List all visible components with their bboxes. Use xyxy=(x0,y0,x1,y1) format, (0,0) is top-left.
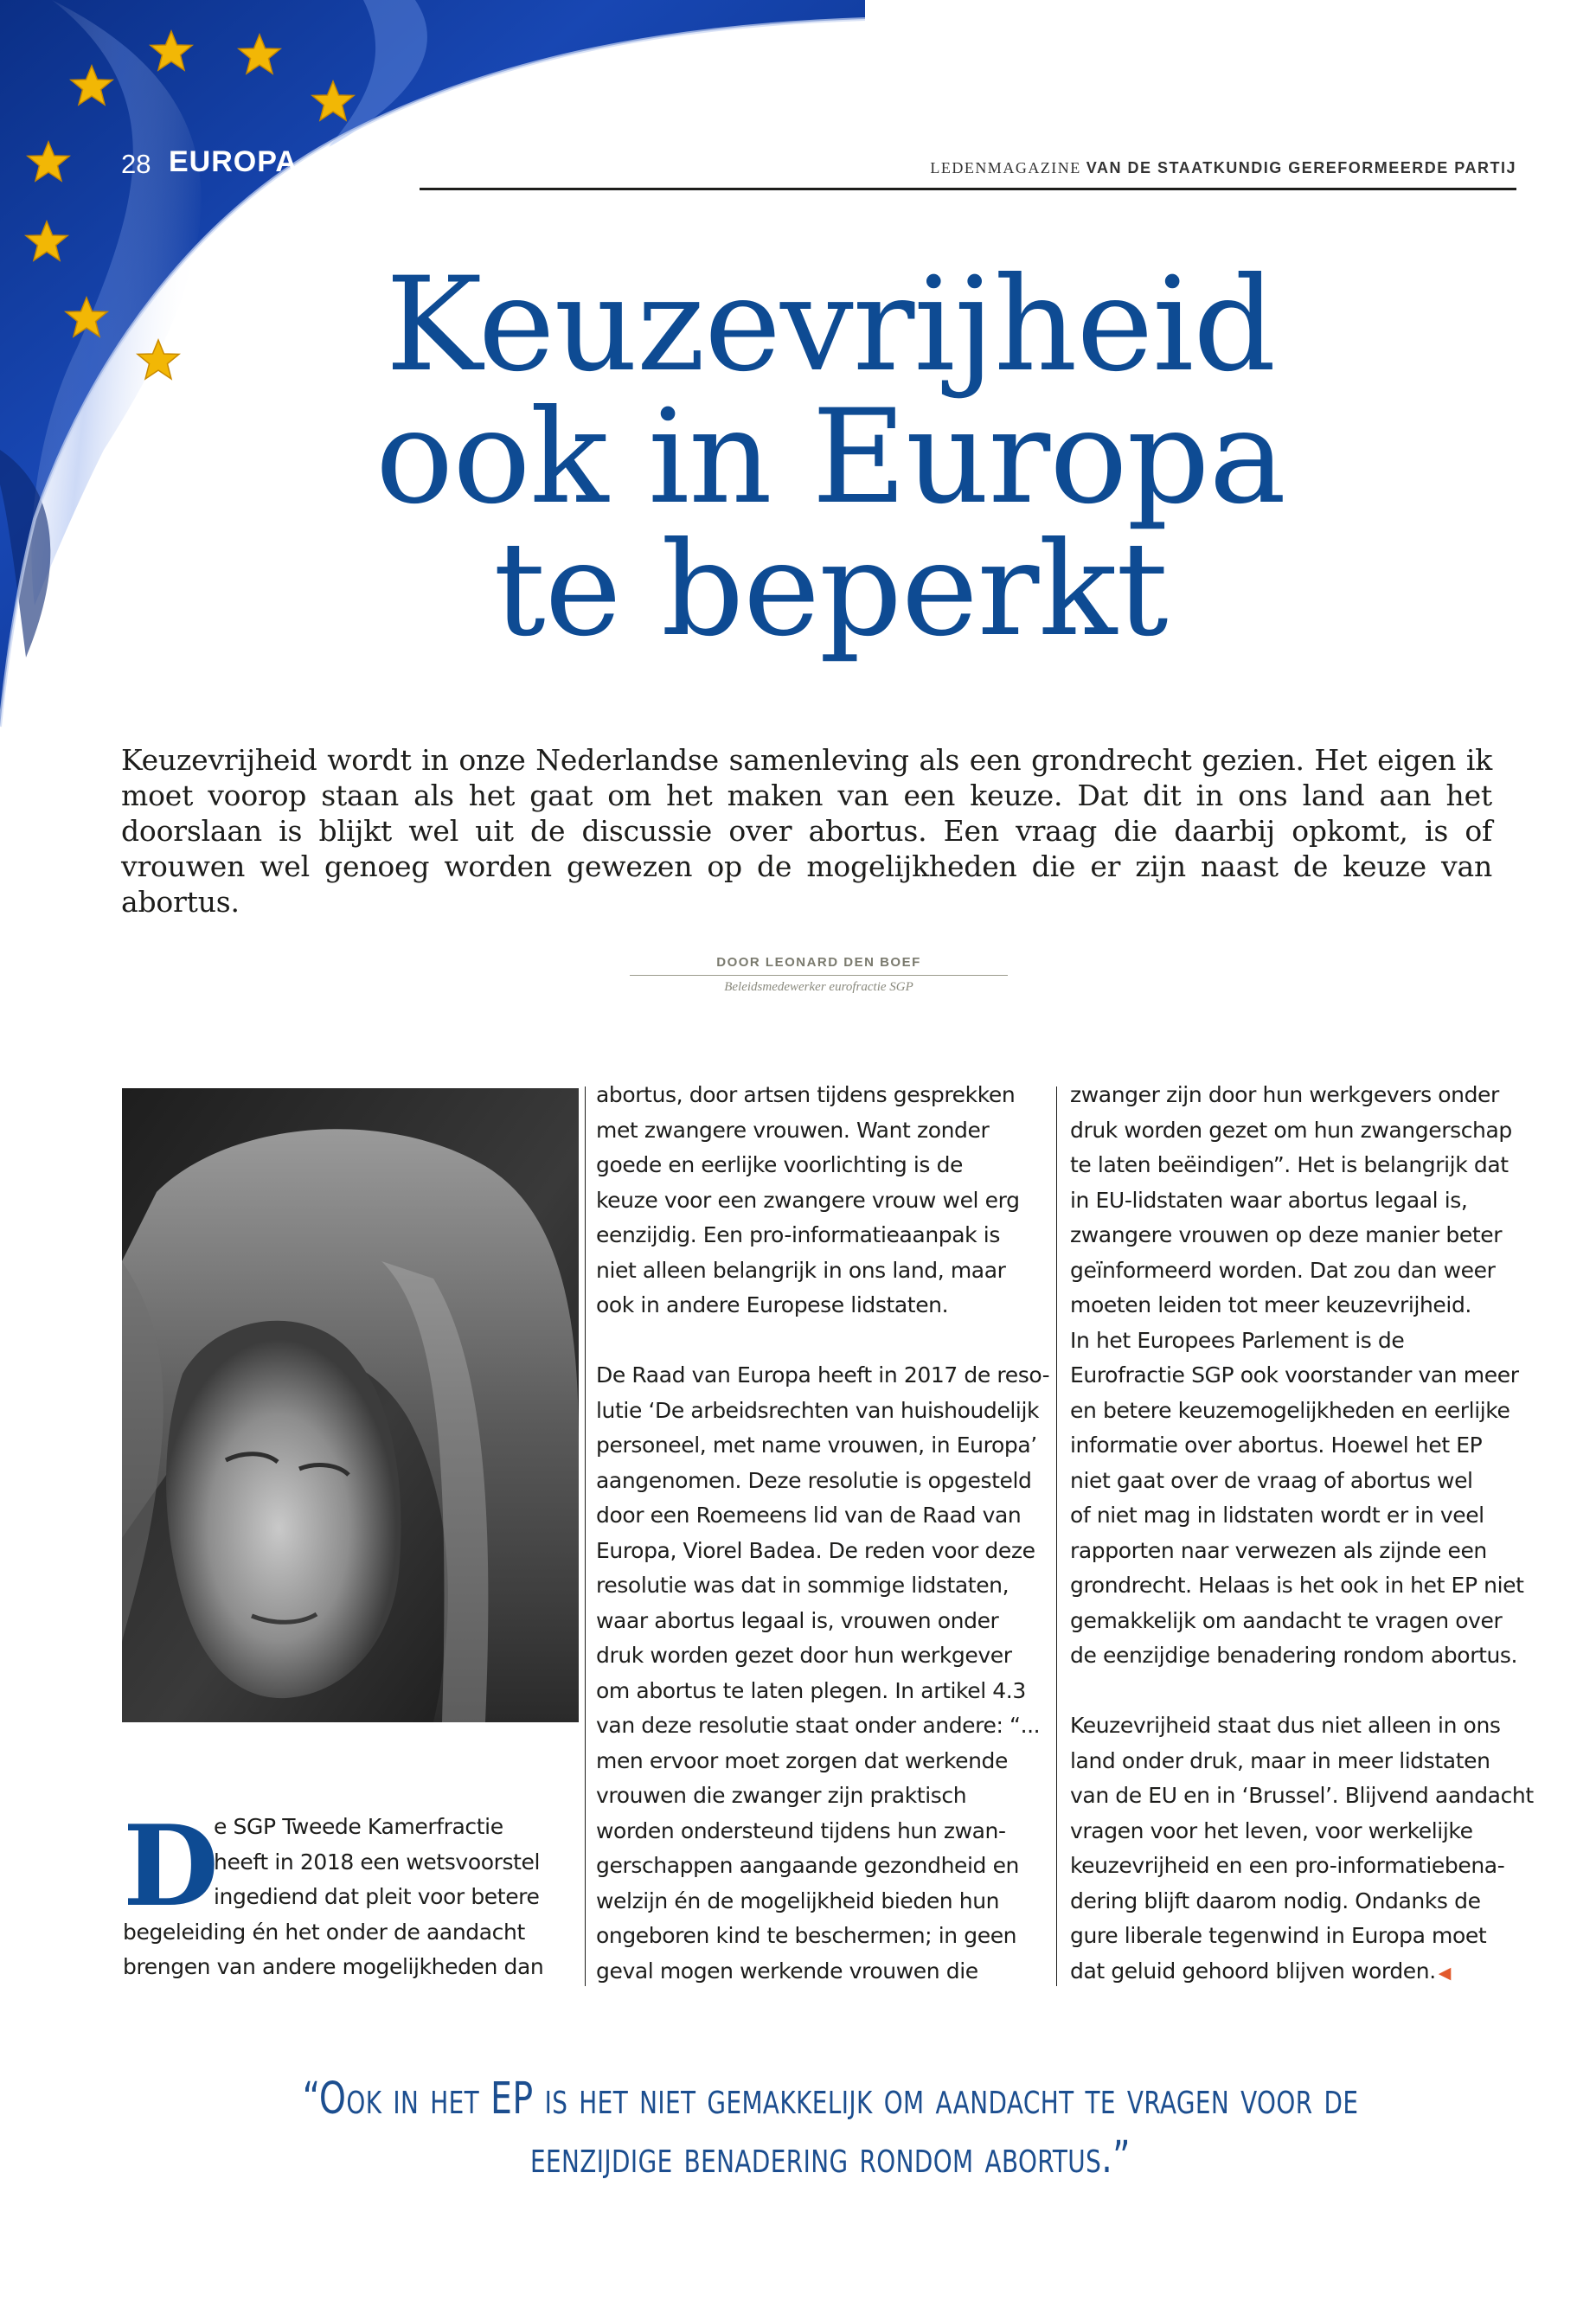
text-line: heeft in 2018 een wetsvoorstel xyxy=(214,1849,541,1875)
text-line: niet gaat over de vraag of abortus wel xyxy=(1070,1467,1473,1493)
text-line: Europa, Viorel Badea. De reden voor deze xyxy=(596,1537,1035,1563)
text-line: te laten beëindigen”. Het is belangrijk dat xyxy=(1070,1152,1509,1177)
text-line: keuzevrijheid en een pro-informatiebena- xyxy=(1070,1853,1505,1878)
text-line: in EU-lidstaten waar abortus legaal is, xyxy=(1070,1187,1468,1213)
byline xyxy=(630,955,1008,995)
magazine-header xyxy=(930,159,1516,177)
paragraph-break xyxy=(596,1324,1046,1359)
text-line: ook in andere Europese lidstaten. xyxy=(596,1292,949,1317)
text-line: lutie ‘De arbeidsrechten van huishoudelijk xyxy=(596,1397,1040,1423)
pull-quote xyxy=(265,2070,1395,2188)
text-line: vrouwen die zwanger zijn praktisch xyxy=(596,1783,967,1808)
title-line: ook in Europa xyxy=(375,382,1285,533)
text-line: niet alleen belangrijk in ons land, maar xyxy=(596,1257,1006,1283)
section-label: EUROPA xyxy=(169,145,298,178)
pull-quote-line: eenzijdige benadering rondom abortus.” xyxy=(529,2132,1131,2183)
text-line: en betere keuzemogelijkheden en eerlijke xyxy=(1070,1397,1510,1423)
text-line: ingediend dat pleit voor betere xyxy=(214,1884,540,1909)
title-line: te beperkt xyxy=(493,515,1168,665)
text-line: geïnformeerd worden. Dat zou dan weer xyxy=(1070,1257,1496,1283)
text-line: De Raad van Europa heeft in 2017 de reso- xyxy=(596,1362,1050,1388)
paragraph-break xyxy=(1070,1674,1520,1709)
text-line: druk worden gezet om hun zwangerschap xyxy=(1070,1117,1512,1143)
text-line: brengen van andere mogelijkheden dan xyxy=(123,1954,544,1979)
article-column-1 xyxy=(123,1802,573,1985)
text-line: Eurofractie SGP ook voorstander van meer xyxy=(1070,1362,1519,1388)
text-line: waar abortus legaal is, vrouwen onder xyxy=(596,1607,999,1633)
text-line: dering blijft daarom nodig. Ondanks de xyxy=(1070,1888,1481,1913)
text-line: personeel, met name vrouwen, in Europa’ xyxy=(596,1433,1037,1458)
article-column-2 xyxy=(596,1078,1050,1989)
drop-cap: D xyxy=(123,1802,219,1932)
article-column-3 xyxy=(1070,1078,1534,1990)
text-line: of niet mag in lidstaten wordt er in veel xyxy=(1070,1503,1484,1528)
text-line: door een Roemeens lid van de Raad van xyxy=(596,1503,1022,1528)
text-line: de eenzijdige benadering rondom abortus. xyxy=(1070,1643,1518,1668)
text-line: In het Europees Parlement is de xyxy=(1070,1327,1405,1353)
portrait-photo xyxy=(122,1088,579,1722)
text-line: druk worden gezet door hun werkgever xyxy=(596,1643,1012,1668)
header-divider xyxy=(420,188,1516,190)
text-line xyxy=(1070,1954,1520,1991)
article-title xyxy=(285,250,1375,665)
text-line: Keuzevrijheid staat dus niet alleen in ons xyxy=(1070,1713,1501,1738)
text-line: rapporten naar verwezen als zijnde een xyxy=(1070,1537,1487,1563)
text-line: van deze resolutie staat onder andere: “... xyxy=(596,1713,1041,1738)
text-line: gure liberale tegenwind in Europa moet xyxy=(1070,1923,1487,1948)
article-intro: Keuzevrijheid wordt in onze Nederlandse samenleving als een grondrecht gezien. Het eigen ik moet voorop staan als het gaat om het maken van een keuze. Dat dit in ons land aan het doorslaan is blijkt wel uit de discussie over abortus. Een vraag die daarbij opkomt, is of vrouwen wel genoeg worden gewezen op de mogelijkheden die er zijn naast de keuze van abortus. xyxy=(121,743,1492,919)
party-name: VAN DE STAATKUNDIG GEREFORMEERDE PARTIJ xyxy=(1086,159,1516,176)
byline-author: DOOR LEONARD DEN BOEF xyxy=(630,955,1008,976)
text-line: welzijn én de mogelijkheid bieden hun xyxy=(596,1888,1000,1913)
text-line: goede en eerlijke voorlichting is de xyxy=(596,1152,964,1177)
text-line: gemakkelijk om aandacht te vragen over xyxy=(1070,1607,1503,1633)
text-line: vragen voor het leven, voor werkelijke xyxy=(1070,1817,1473,1843)
text-line: informatie over abortus. Hoewel het EP xyxy=(1070,1433,1483,1458)
text-line: grondrecht. Helaas is het ook in het EP niet xyxy=(1070,1573,1524,1598)
text-line: men ervoor moet zorgen dat werkende xyxy=(596,1747,1008,1773)
text-line: begeleiding én het onder de aandacht xyxy=(123,1919,525,1945)
text-line: land onder druk, maar in meer lidstaten xyxy=(1070,1747,1490,1773)
text-line: eenzijdig. Een pro-informatieaanpak is xyxy=(596,1222,1000,1247)
byline-role: Beleidsmedewerker eurofractie SGP xyxy=(724,980,913,994)
text-line: gerschappen aangaande gezondheid en xyxy=(596,1853,1020,1878)
text-line: met zwangere vrouwen. Want zonder xyxy=(596,1117,990,1143)
column-divider xyxy=(585,1086,586,1986)
page-number: 28 xyxy=(121,149,151,179)
text-line: abortus, door artsen tijdens gesprekken xyxy=(596,1082,1016,1107)
text-line: moeten leiden tot meer keuzevrijheid. xyxy=(1070,1292,1471,1317)
text-line: aangenomen. Deze resolutie is opgesteld xyxy=(596,1467,1032,1493)
pull-quote-line: “Ook in het EP is het niet gemakkelijk om aandacht te vragen voor de xyxy=(302,2073,1359,2125)
text-line: zwanger zijn door hun werkgevers onder xyxy=(1070,1082,1499,1107)
text-line: van de EU en in ‘Brussel’. Blijvend aandacht xyxy=(1070,1783,1534,1808)
text-line: keuze voor een zwangere vrouw wel erg xyxy=(596,1187,1020,1213)
magazine-name: LEDENMAGAZINE xyxy=(930,159,1081,176)
text-line: zwangere vrouwen op deze manier beter xyxy=(1070,1222,1503,1247)
text-line: e SGP Tweede Kamerfractie xyxy=(214,1814,503,1839)
title-line: Keuzevrijheid xyxy=(385,250,1276,401)
text-line: om abortus te laten plegen. In artikel 4.3 xyxy=(596,1677,1026,1703)
text-line: resolutie was dat in sommige lidstaten, xyxy=(596,1573,1010,1598)
end-of-article-icon: ◀ xyxy=(1438,1963,1451,1983)
text-line-content: dat geluid gehoord blijven worden. xyxy=(1070,1958,1436,1984)
text-line: worden ondersteund tijdens hun zwan- xyxy=(596,1817,1006,1843)
text-line: geval mogen werkende vrouwen die xyxy=(596,1958,978,1984)
text-line: ongeboren kind te beschermen; in geen xyxy=(596,1923,1017,1948)
column-divider xyxy=(1056,1086,1057,1986)
